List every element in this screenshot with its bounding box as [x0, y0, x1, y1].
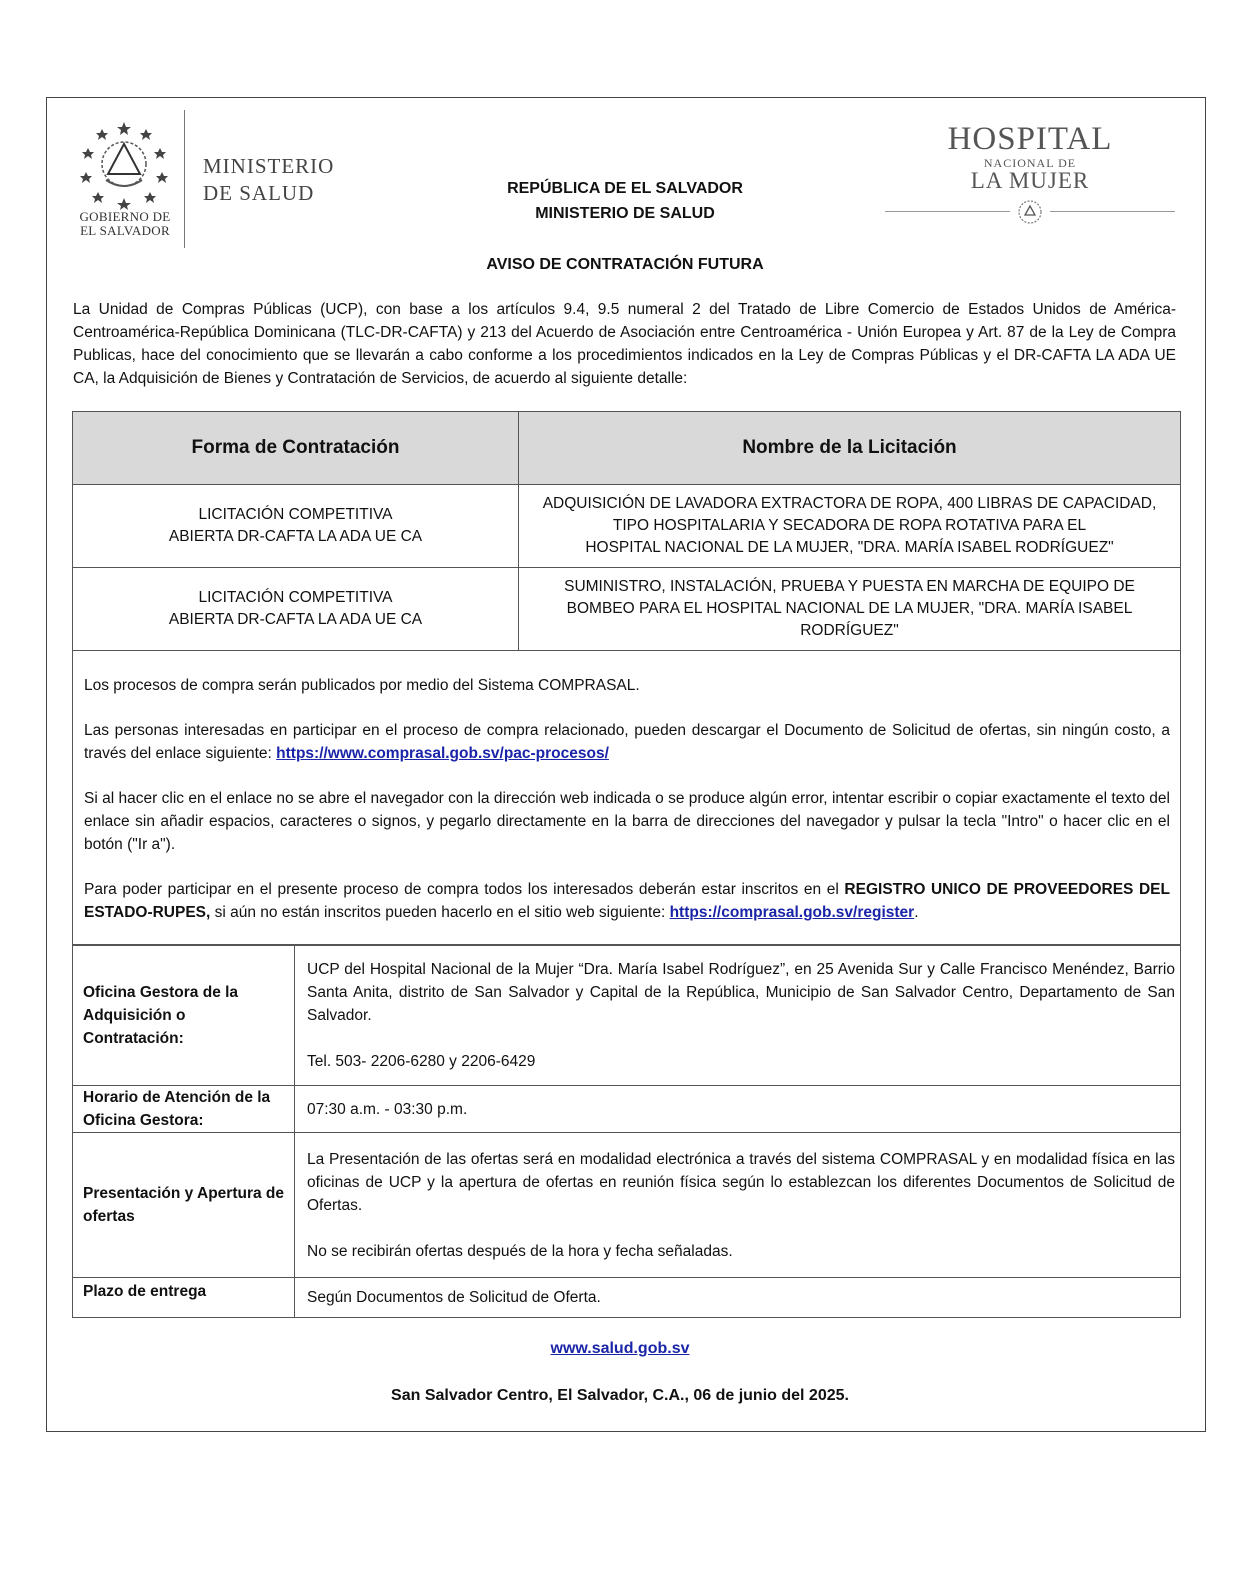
- table-row: [73, 485, 1181, 568]
- ministry-logo-line2: DE SALUD: [203, 181, 315, 205]
- ministry-logo-line1: MINISTERIO: [203, 154, 335, 178]
- nombre-line2: BOMBEO PARA EL HOSPITAL NACIONAL DE LA MUJER, "DRA. MARÍA ISABEL: [566, 600, 1133, 617]
- note-download-text: Las personas interesadas en participar en el proceso de compra relacionado, pueden descargar el Documento de Solicitud de ofertas, sin ningún costo, a través del enlace siguiente:: [84, 722, 1170, 762]
- presentacion-value: La Presentación de las ofertas será en modalidad electrónica a través del sistema COMPRASAL y en modalidad física en las oficinas de UCP y la apertura de ofertas en reunión física según lo establezcan los diferentes Documentos de Solicitud de Ofertas.: [307, 1150, 1175, 1214]
- intro-paragraph: La Unidad de Compras Públicas (UCP), con base a los artículos 9.4, 9.5 numeral 2 del Tratado de Libre Comercio de Estados Unidos de América-Centroamérica-República Dominicana (TLC-DR-CAFTA) y 213 del Acuerdo de Asociación entre Centroamérica - Unión Europea y Art. 87 de la Ley de Compra Publicas, hace del conocimiento que se llevarán a cabo conforme a los procedimientos indicados en la Ley de Compras Públicas y el DR-CAFTA LA ADA UE CA, la Adquisición de Bienes y Contratación de Servicios, de acuerdo al siguiente detalle:: [73, 301, 1176, 387]
- horario-value: 07:30 a.m. - 03:30 p.m.: [295, 1086, 1181, 1133]
- salud-website-link[interactable]: www.salud.gob.sv: [550, 1340, 690, 1357]
- note-rupes: [84, 878, 1170, 924]
- horario-label: Horario de Atención de la Oficina Gestora:: [73, 1086, 295, 1133]
- gov-logo-line1: GOBIERNO DE: [79, 209, 171, 224]
- nombre-line3: HOSPITAL NACIONAL DE LA MUJER, "DRA. MARÍA ISABEL RODRÍGUEZ": [585, 539, 1114, 556]
- oficina-value-cell: [295, 945, 1181, 1086]
- hospital-logo-rule-right: [1050, 211, 1175, 212]
- forma-line2: ABIERTA DR-CAFTA LA ADA UE CA: [168, 528, 423, 545]
- forma-cell: [73, 568, 519, 651]
- pac-procesos-link[interactable]: https://www.comprasal.gob.sv/pac-procesos/: [276, 745, 609, 762]
- oficina-label: Oficina Gestora de la Adquisición o Contratación:: [73, 945, 295, 1086]
- logo-divider: [184, 110, 185, 248]
- forma-line1: LICITACIÓN COMPETITIVA: [198, 506, 393, 523]
- republic-heading: REPÚBLICA DE EL SALVADOR: [507, 180, 743, 197]
- presentacion-label: Presentación y Apertura de ofertas: [73, 1133, 295, 1278]
- government-logo-text: [70, 210, 180, 238]
- nombre-line1: SUMINISTRO, INSTALACIÓN, PRUEBA Y PUESTA EN MARCHA DE EQUIPO DE: [564, 578, 1135, 595]
- info-row-plazo: [73, 1278, 1181, 1318]
- oficina-value: UCP del Hospital Nacional de la Mujer “Dra. María Isabel Rodríguez”, en 25 Avenida Sur y Calle Francisco Menéndez, Barrio Santa Anita, distrito de San Salvador y Capital de la República, Municipio de San Salvador Centro, Departamento de San Salvador.: [307, 960, 1175, 1024]
- ministry-heading: MINISTERIO DE SALUD: [535, 205, 715, 222]
- ministry-logo: [203, 153, 334, 207]
- rupes-registry-name: REGISTRO UNICO DE PROVEEDORES DEL ESTADO-RUPES,: [84, 881, 1170, 921]
- page-title: AVISO DE CONTRATACIÓN FUTURA: [486, 256, 764, 273]
- register-link[interactable]: https://comprasal.gob.sv/register: [669, 904, 915, 921]
- nombre-line3: RODRÍGUEZ": [800, 622, 899, 639]
- info-table: [72, 944, 1181, 1318]
- presentacion-value-cell: [295, 1133, 1181, 1278]
- footer-link-wrap: [420, 1340, 820, 1358]
- government-seal-icon: [78, 118, 170, 210]
- hospital-logo-line1: HOSPITAL: [947, 121, 1113, 157]
- table-row: [73, 568, 1181, 651]
- oficina-tel: Tel. 503- 2206-6280 y 2206-6429: [307, 1052, 536, 1070]
- note-link-help: Si al hacer clic en el enlace no se abre el navegador con la dirección web indicada o se produce algún error, intentar escribir o copiar exactamente el texto del enlace sin añadir espacios, caracteres o signos, y pegarlo directamente en la barra de direcciones del navegador y pulsar la tecla "Intro" o hacer clic en el botón ("Ir a").: [84, 790, 1170, 853]
- table-header-row: [73, 412, 1181, 485]
- info-row-oficina: [73, 945, 1181, 1086]
- forma-line1: LICITACIÓN COMPETITIVA: [198, 589, 393, 606]
- nombre-line1: ADQUISICIÓN DE LAVADORA EXTRACTORA DE ROPA, 400 LIBRAS DE CAPACIDAD,: [542, 495, 1157, 512]
- hospital-emblem-icon: [1016, 198, 1044, 226]
- presentacion-note: No se recibirán ofertas después de la hora y fecha señaladas.: [307, 1242, 733, 1260]
- footer-date: San Salvador Centro, El Salvador, C.A., 06 de junio del 2025.: [391, 1387, 849, 1404]
- gov-logo-line2: EL SALVADOR: [80, 223, 170, 238]
- note-rupes-end: .: [914, 904, 919, 921]
- plazo-value: Según Documentos de Solicitud de Oferta.: [295, 1278, 1181, 1318]
- note-download: [84, 719, 1170, 765]
- note-rupes-text-2: si aún no están inscritos pueden hacerlo en el sitio web siguiente:: [210, 904, 670, 921]
- hospital-logo-rule-left: [885, 211, 1010, 212]
- hospital-logo-line2: NACIONAL DE: [983, 156, 1077, 170]
- nombre-cell: [519, 568, 1181, 651]
- note-rupes-text: Para poder participar en el presente proceso de compra todos los interesados deberán estar inscritos en el: [84, 881, 845, 898]
- nombre-line2: TIPO HOSPITALARIA Y SECADORA DE ROPA ROTATIVA PARA EL: [612, 517, 1087, 534]
- col-forma-header: Forma de Contratación: [73, 412, 519, 485]
- hospital-logo-line3: LA MUJER: [970, 168, 1090, 193]
- info-row-presentacion: [73, 1133, 1181, 1278]
- nombre-cell: [519, 485, 1181, 568]
- plazo-label: Plazo de entrega: [73, 1278, 295, 1318]
- col-nombre-header: Nombre de la Licitación: [519, 412, 1181, 485]
- forma-line2: ABIERTA DR-CAFTA LA ADA UE CA: [168, 611, 423, 628]
- info-row-horario: [73, 1086, 1181, 1133]
- note-comprasal: Los procesos de compra serán publicados por medio del Sistema COMPRASAL.: [84, 677, 640, 694]
- forma-cell: [73, 485, 519, 568]
